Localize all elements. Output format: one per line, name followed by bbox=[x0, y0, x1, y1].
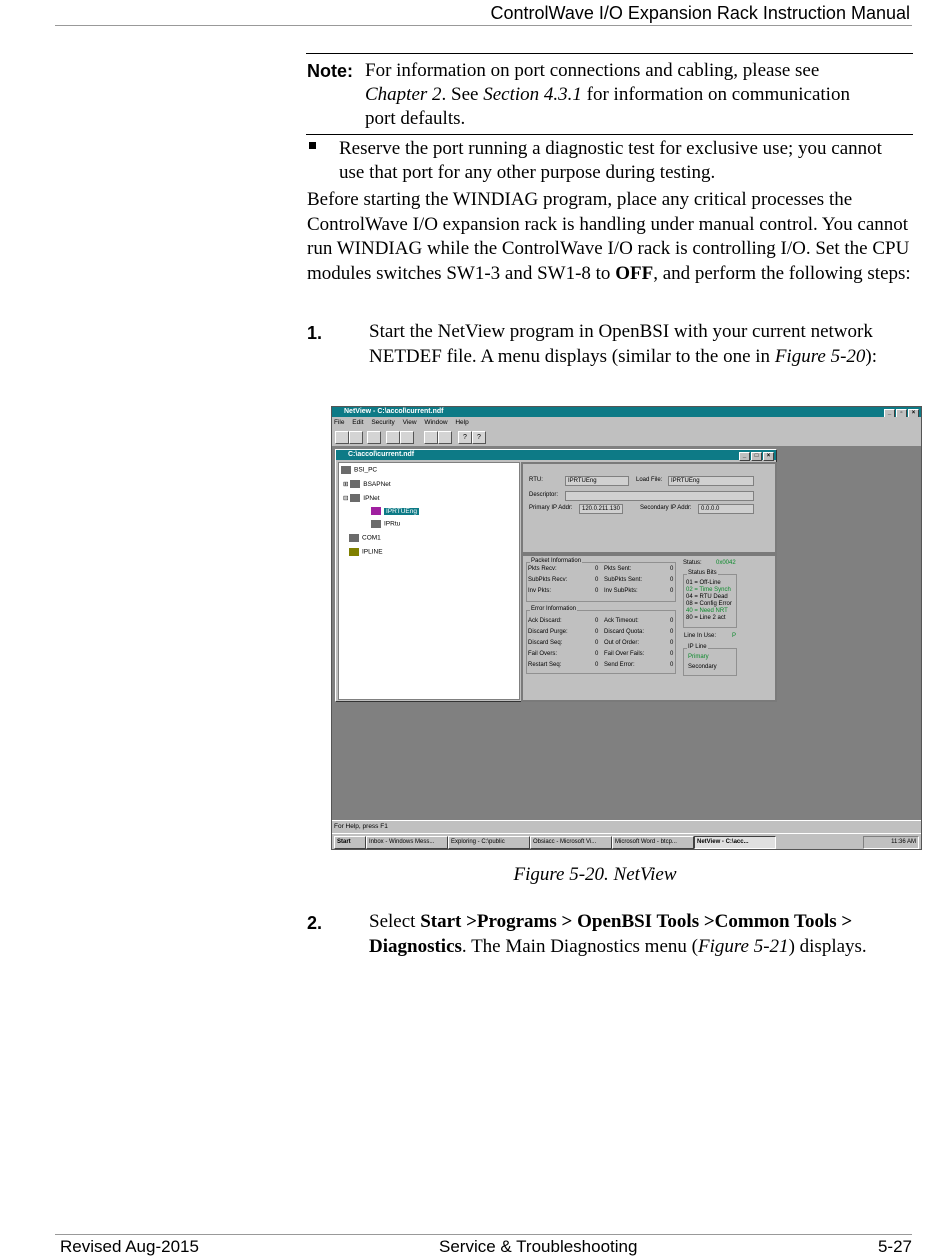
step-1-text bbox=[369, 320, 907, 369]
tree-item-com1[interactable] bbox=[349, 534, 381, 542]
toolbar bbox=[332, 428, 921, 447]
footer-page-number: 5-27 bbox=[877, 1237, 912, 1256]
stat-value: 0 bbox=[670, 629, 674, 635]
port-icon bbox=[349, 534, 359, 542]
stat-label: Inv Pkts: bbox=[528, 588, 552, 594]
note-text bbox=[365, 59, 913, 131]
task-netview[interactable]: NetView - C:\acc... bbox=[694, 836, 776, 849]
stat-label: Inv SubPkts: bbox=[604, 588, 638, 594]
note-line1: For information on port connections and cabling, please see bbox=[365, 60, 820, 81]
stat-label: SubPkts Sent: bbox=[604, 577, 643, 583]
stat-value: 0 bbox=[595, 640, 599, 646]
open-folder-icon[interactable] bbox=[349, 431, 363, 444]
status-bar-text: For Help, press F1 bbox=[334, 823, 388, 830]
status-bit: 80 = Line 2 act bbox=[686, 615, 726, 621]
stat-value: 0 bbox=[670, 588, 674, 594]
ip-line-primary: Primary bbox=[688, 654, 709, 660]
start-button[interactable]: Start bbox=[334, 836, 366, 849]
tree-item-ipline[interactable] bbox=[349, 548, 383, 556]
descriptor-field[interactable] bbox=[565, 491, 754, 501]
inner-minimize-icon[interactable]: _ bbox=[739, 452, 750, 461]
tree-label: COM1 bbox=[362, 534, 381, 542]
tools-icon[interactable] bbox=[386, 431, 400, 444]
stat-label: Pkts Recv: bbox=[528, 566, 557, 572]
computer-icon bbox=[341, 466, 351, 474]
save-icon[interactable] bbox=[367, 431, 381, 444]
step-1-body: Start the NetView program in OpenBSI with your current network NETDEF file. A menu displays (similar to the one in bbox=[369, 321, 873, 367]
status-label: Status: bbox=[683, 560, 702, 566]
tree-label: IPLINE bbox=[362, 548, 383, 556]
rtu-label: RTU: bbox=[529, 477, 543, 483]
inner-maximize-icon[interactable]: □ bbox=[751, 452, 762, 461]
status-bit: 04 = RTU Dead bbox=[686, 594, 728, 600]
menu-window[interactable]: Window bbox=[424, 419, 448, 426]
clock: 11:36 AM bbox=[891, 839, 916, 845]
descriptor-label: Descriptor: bbox=[529, 492, 559, 498]
stat-label: Ack Timeout: bbox=[604, 618, 639, 624]
bullet-text: Reserve the port running a diagnostic test for exclusive use; you cannot use that port for any other purpose during testing. bbox=[339, 138, 882, 183]
step-1-figref: Figure 5-20 bbox=[774, 345, 866, 367]
step-1-number: 1. bbox=[307, 323, 323, 343]
bullet-item bbox=[306, 137, 906, 185]
stat-label: SubPkts Recv: bbox=[528, 577, 568, 583]
note-section-ref: Section 4.3.1 bbox=[483, 84, 582, 105]
folder-icon[interactable] bbox=[438, 431, 452, 444]
stat-label: Pkts Sent: bbox=[604, 566, 632, 572]
task-word[interactable]: Microsoft Word - btcp... bbox=[612, 836, 694, 849]
ip-line-title: IP Line bbox=[688, 644, 707, 650]
system-tray bbox=[863, 836, 919, 849]
restore-icon[interactable]: ▫ bbox=[896, 409, 907, 418]
stat-label: Ack Discard: bbox=[528, 618, 562, 624]
status-value: 0x0042 bbox=[716, 560, 736, 566]
inner-window-controls bbox=[738, 451, 774, 461]
step-2 bbox=[307, 910, 907, 959]
stat-value: 0 bbox=[595, 588, 599, 594]
primary-ip-field[interactable]: 120.0.211.130 bbox=[579, 504, 623, 514]
ip-line-secondary: Secondary bbox=[688, 664, 717, 670]
status-bits-title: Status Bits bbox=[688, 570, 717, 576]
rtu-icon bbox=[371, 507, 381, 515]
loadfile-field[interactable]: IPRTUEng bbox=[668, 476, 754, 486]
taskbar bbox=[332, 833, 921, 850]
status-bit: 40 = Need NRT bbox=[686, 608, 728, 614]
step-1-end: ): bbox=[865, 345, 878, 367]
tree-item-bsi-pc[interactable] bbox=[341, 466, 377, 474]
stat-value: 0 bbox=[670, 662, 674, 668]
note-chapter-ref: Chapter 2 bbox=[365, 84, 442, 105]
tree-item-iprtu[interactable] bbox=[371, 520, 400, 528]
primary-ip-label: Primary IP Addr: bbox=[529, 505, 573, 511]
tree-label-selected: IPRTUEng bbox=[386, 507, 417, 515]
body-paragraph bbox=[307, 188, 912, 286]
page-header-title: ControlWave I/O Expansion Rack Instruction Manual bbox=[490, 3, 910, 23]
inner-close-icon[interactable]: × bbox=[763, 452, 774, 461]
tree-label: IPRtu bbox=[384, 520, 401, 528]
help-pointer-icon[interactable]: ? bbox=[472, 431, 486, 444]
step-2-menu-path: Start >Programs > OpenBSI Tools >Common Tools > Diagnostics bbox=[369, 911, 853, 957]
stat-value: 0 bbox=[595, 566, 599, 572]
rtu-details-panel bbox=[521, 462, 777, 554]
paragraph-text-before: Before starting the WINDIAG program, place any critical processes the ControlWave I/O expansion rack is handling under manual control. You cannot run WINDIAG while the ControlWave I/O rack is controlling I/O. Set the CPU modules switches SW1-3 and SW1-8 to bbox=[307, 189, 910, 284]
stat-label: Fail Over Fails: bbox=[604, 651, 645, 657]
status-bits-group bbox=[683, 570, 737, 628]
header-rule bbox=[55, 25, 912, 26]
menu-file[interactable]: File bbox=[334, 419, 345, 426]
settings-icon[interactable] bbox=[400, 431, 414, 444]
close-icon[interactable]: × bbox=[908, 409, 919, 418]
error-info-title: Error Information bbox=[531, 606, 577, 612]
stat-value: 0 bbox=[670, 566, 674, 572]
ip-line-group bbox=[683, 644, 737, 676]
stat-value: 0 bbox=[595, 629, 599, 635]
note-line3: port defaults. bbox=[365, 108, 466, 129]
note-mid1: . See bbox=[441, 84, 484, 105]
stat-label: Send Error: bbox=[604, 662, 635, 668]
tree-label: IPNet bbox=[363, 495, 380, 502]
status-bit: 02 = Time Synch bbox=[686, 587, 731, 593]
step-2-figref: Figure 5-21 bbox=[697, 935, 789, 957]
menu-help[interactable]: Help bbox=[455, 419, 469, 426]
new-file-icon[interactable] bbox=[335, 431, 349, 444]
footer-section: Service & Troubleshooting bbox=[439, 1237, 638, 1256]
note-box bbox=[306, 53, 913, 135]
stat-label: Fail Overs: bbox=[528, 651, 558, 657]
footer-revision: Revised Aug-2015 bbox=[60, 1237, 199, 1256]
network-tree bbox=[338, 462, 520, 700]
packet-info-title: Packet Information bbox=[531, 558, 582, 564]
step-2-pre: Select bbox=[369, 911, 421, 932]
step-2-text bbox=[369, 910, 907, 959]
menu-view[interactable]: View bbox=[402, 419, 417, 426]
stat-label: Restart Seq: bbox=[528, 662, 562, 668]
monitor-icon[interactable] bbox=[424, 431, 438, 444]
tree-label: BSAPNet bbox=[363, 481, 391, 488]
stat-label: Discard Quota: bbox=[604, 629, 645, 635]
minimize-icon[interactable]: _ bbox=[884, 409, 895, 418]
stat-value: 0 bbox=[670, 618, 674, 624]
task-exploring[interactable]: Exploring - C:\public bbox=[448, 836, 530, 849]
footer-rule bbox=[55, 1234, 912, 1235]
secondary-ip-field[interactable]: 0.0.0.0 bbox=[698, 504, 754, 514]
status-bar bbox=[332, 820, 921, 833]
step-2-number: 2. bbox=[307, 913, 323, 933]
question-icon[interactable]: ? bbox=[458, 431, 472, 444]
note-mid2: for information on communication bbox=[581, 84, 850, 105]
inner-titlebar bbox=[336, 450, 776, 460]
paragraph-text-after: , and perform the following steps: bbox=[653, 262, 911, 284]
stat-label: Discard Seq: bbox=[528, 640, 563, 646]
tree-label: BSI_PC bbox=[354, 466, 378, 474]
menu-security[interactable]: Security bbox=[371, 419, 395, 426]
stat-value: 0 bbox=[670, 651, 674, 657]
status-bit: 08 = Config Error bbox=[686, 601, 732, 607]
tree-item-iprtueng[interactable] bbox=[371, 507, 419, 515]
network-icon bbox=[350, 494, 360, 502]
tree-item-bsapnet[interactable]: ⊞ BSAPNet bbox=[343, 481, 391, 488]
network-icon bbox=[350, 480, 360, 488]
line-icon bbox=[349, 548, 359, 556]
stat-value: 0 bbox=[595, 651, 599, 657]
menu-bar bbox=[332, 417, 921, 428]
status-bit: 01 = Off-Line bbox=[686, 580, 721, 586]
stat-label: Out of Order: bbox=[604, 640, 640, 646]
rtu-field[interactable]: IPRTUEng bbox=[565, 476, 629, 486]
paragraph-bold: OFF bbox=[615, 262, 654, 284]
inner-window bbox=[335, 449, 777, 702]
line-in-use-label: Line In Use: bbox=[684, 633, 717, 639]
stat-value: 0 bbox=[670, 640, 674, 646]
step-1 bbox=[307, 320, 907, 369]
statistics-panel bbox=[521, 554, 777, 702]
inner-title: C:\accol\current.ndf bbox=[348, 451, 415, 458]
note-label: Note: bbox=[307, 61, 353, 81]
loadfile-label: Load File: bbox=[636, 477, 663, 483]
task-obsiacc[interactable]: Obsiacc - Microsoft Vi... bbox=[530, 836, 612, 849]
menu-edit[interactable]: Edit bbox=[352, 419, 364, 426]
step-2-mid: . The Main Diagnostics menu ( bbox=[461, 935, 698, 957]
stat-value: 0 bbox=[595, 618, 599, 624]
task-inbox[interactable]: Inbox - Windows Mess... bbox=[366, 836, 448, 849]
secondary-ip-label: Secondary IP Addr: bbox=[640, 505, 692, 511]
step-2-end: ) displays. bbox=[788, 935, 867, 957]
tree-item-ipnet[interactable]: ⊟ IPNet bbox=[343, 495, 380, 502]
stat-label: Discard Purge: bbox=[528, 629, 568, 635]
netview-screenshot bbox=[331, 406, 922, 850]
figure-caption: Figure 5-20. NetView bbox=[513, 864, 677, 885]
line-in-use-value: P bbox=[732, 633, 737, 639]
stat-value: 0 bbox=[595, 662, 599, 668]
app-title: NetView - C:\accol\current.ndf bbox=[344, 408, 444, 415]
rtu-icon bbox=[371, 520, 381, 528]
bullet-square-icon bbox=[309, 142, 316, 149]
app-titlebar bbox=[332, 407, 921, 417]
stat-value: 0 bbox=[595, 577, 599, 583]
stat-value: 0 bbox=[670, 577, 674, 583]
